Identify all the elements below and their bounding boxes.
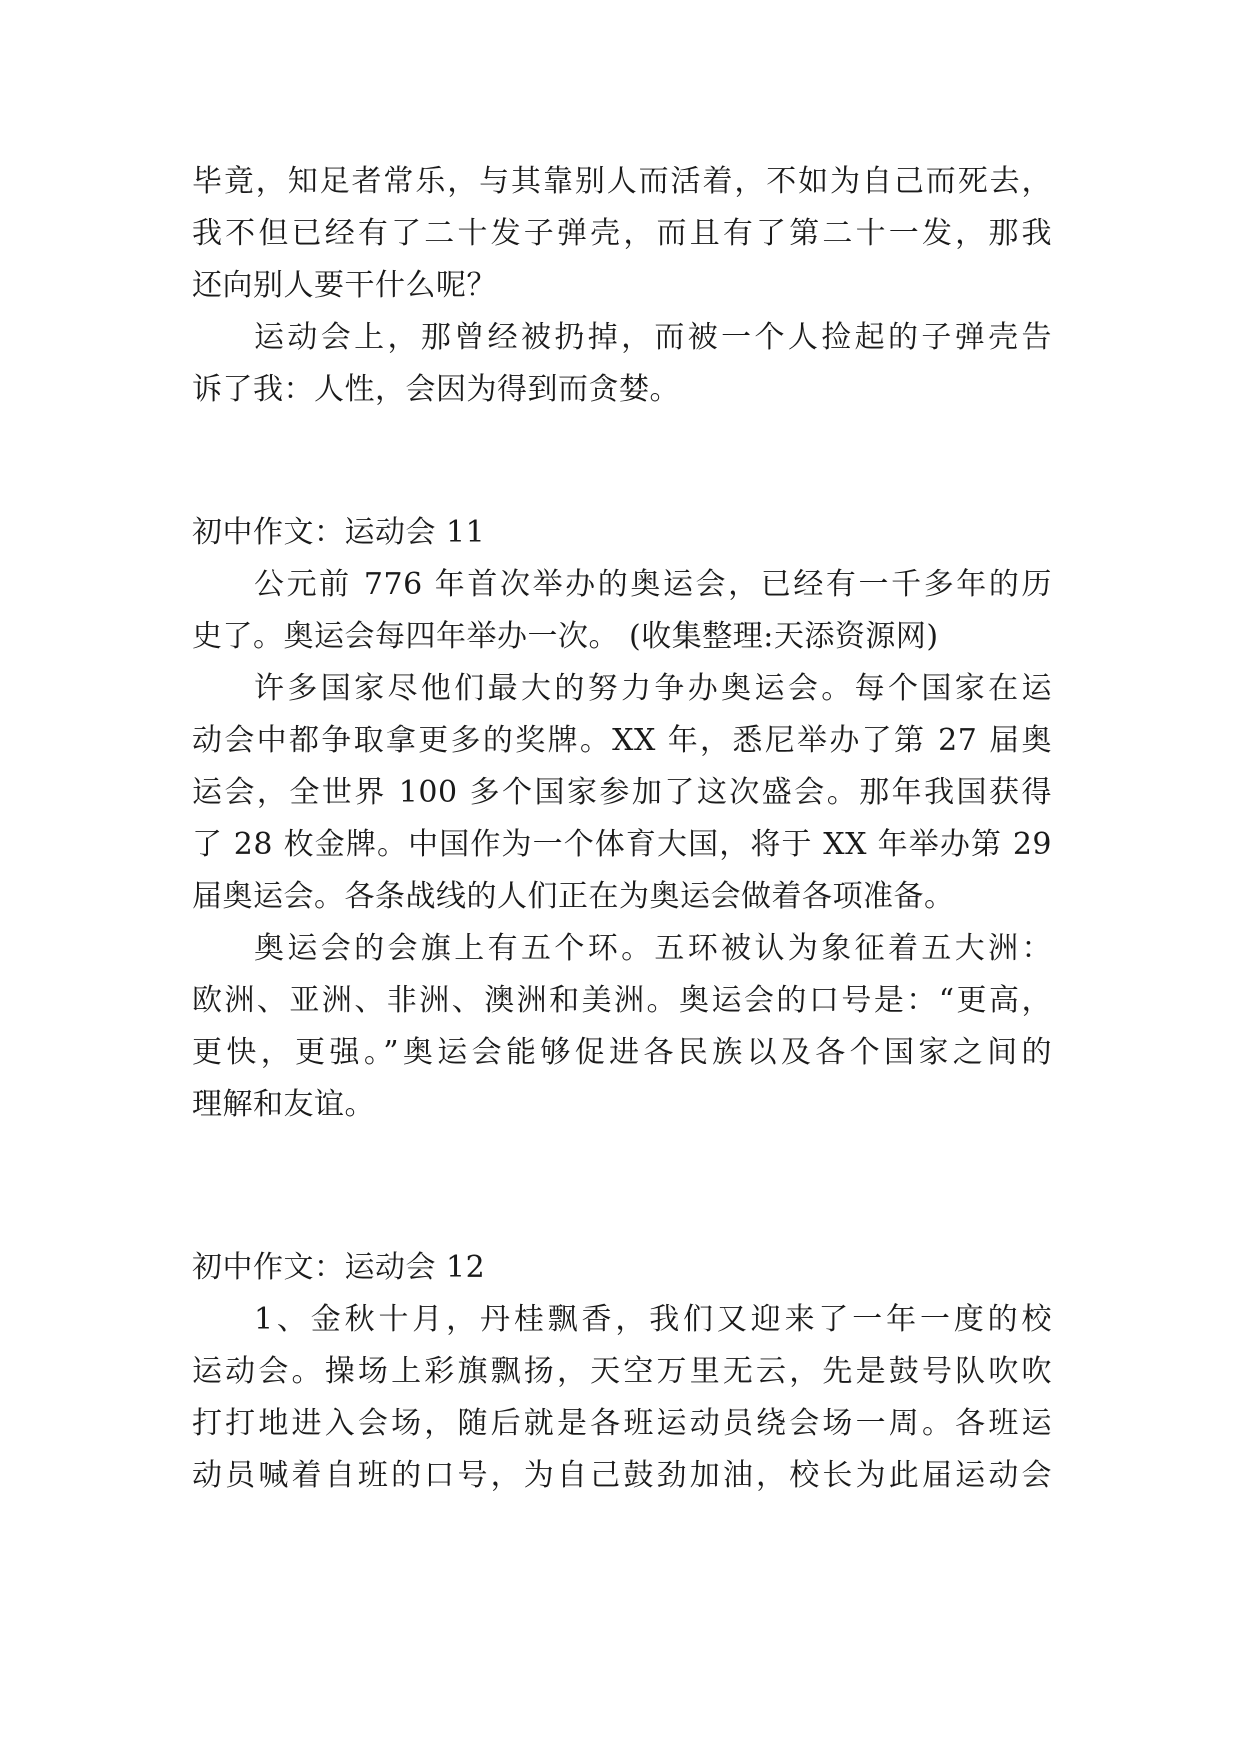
text-line: 我不但已经有了二十发子弹壳，而且有了第二十一发，那我	[192, 216, 1052, 251]
text-line: 史了。奥运会每四年举办一次。 (收集整理:天添资源网)	[192, 619, 939, 654]
text-line: 1、金秋十月，丹桂飘香，我们又迎来了一年一度的校	[254, 1302, 1052, 1337]
text-line: 运会，全世界 100 多个国家参加了这次盛会。那年我国获得	[192, 775, 1052, 810]
text-line: 理解和友谊。	[192, 1087, 375, 1122]
text-line: 奥运会的会旗上有五个环。五环被认为象征着五大洲：	[254, 931, 1052, 966]
text-line: 动员喊着自班的口号，为自己鼓劲加油，校长为此届运动会	[192, 1458, 1052, 1493]
text-line: 毕竟，知足者常乐，与其靠别人而活着，不如为自己而死去，	[192, 164, 1052, 199]
text-line: 还向别人要干什么呢？	[192, 268, 497, 303]
text-line: 运动会上，那曾经被扔掉，而被一个人捡起的子弹壳告	[254, 320, 1052, 355]
text-line: 公元前 776 年首次举办的奥运会，已经有一千多年的历	[254, 567, 1052, 602]
text-line: 许多国家尽他们最大的努力争办奥运会。每个国家在运	[254, 671, 1052, 706]
essay-section-11	[192, 507, 1052, 1131]
section-heading: 初中作文：运动会 12	[192, 1250, 486, 1285]
text-line: 动会中都争取拿更多的奖牌。XX 年，悉尼举办了第 27 届奥	[192, 723, 1052, 758]
text-line: 诉了我：人性，会因为得到而贪婪。	[192, 372, 680, 407]
paragraph-group-1	[192, 156, 1052, 416]
text-line: 欧洲、亚洲、非洲、澳洲和美洲。奥运会的口号是：“更高，	[192, 983, 1052, 1018]
text-line: 更快，更强。”奥运会能够促进各民族以及各个国家之间的	[192, 1035, 1052, 1070]
essay-section-12	[192, 1242, 1052, 1502]
text-line: 届奥运会。各条战线的人们正在为奥运会做着各项准备。	[192, 879, 955, 914]
text-line: 打打地进入会场，随后就是各班运动员绕会场一周。各班运	[192, 1406, 1052, 1441]
section-heading: 初中作文：运动会 11	[192, 515, 486, 550]
text-line: 运动会。操场上彩旗飘扬，天空万里无云，先是鼓号队吹吹	[192, 1354, 1052, 1389]
text-line: 了 28 枚金牌。中国作为一个体育大国，将于 XX 年举办第 29	[192, 827, 1052, 862]
